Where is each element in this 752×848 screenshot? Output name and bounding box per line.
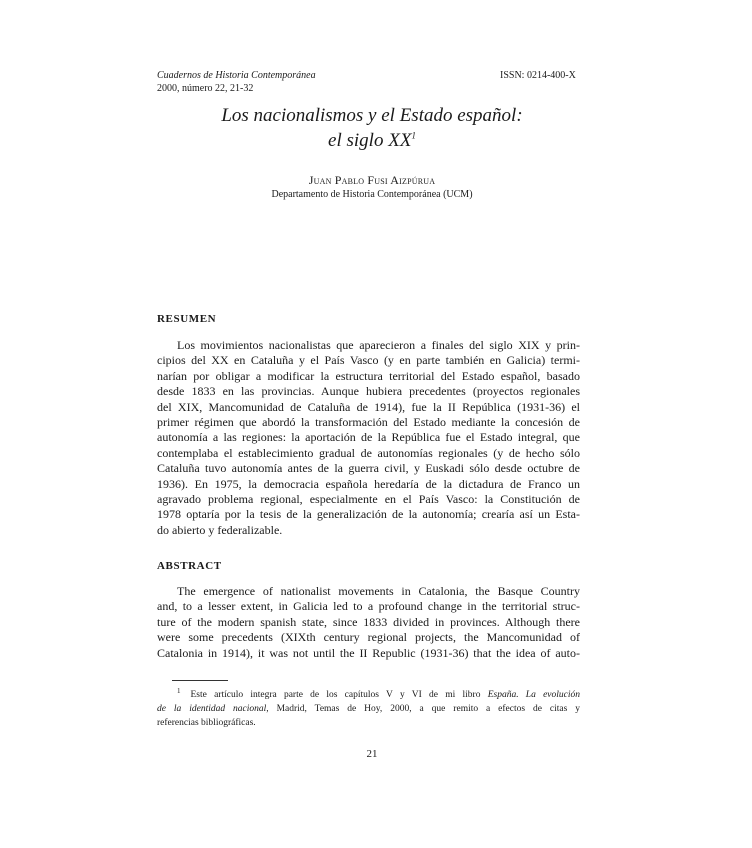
footnote-line: referencias bibliográficas. bbox=[157, 718, 256, 728]
abstract-line: The emergence of nationalist movements in Catalonia, the Basque Country bbox=[177, 584, 580, 598]
footnote-book-title: España. La evolución bbox=[487, 690, 580, 700]
issue-info: 2000, número 22, 21-32 bbox=[157, 83, 254, 94]
abstract-paragraph bbox=[157, 584, 580, 661]
author-affiliation: Departamento de Historia Contemporánea (UCM) bbox=[271, 189, 473, 200]
resumen-line: narían por obligar a modificar la estructura territorial del Estado español, basado bbox=[157, 368, 580, 383]
journal-name: Cuadernos de Historia Contemporánea bbox=[157, 70, 316, 81]
resumen-line: Los movimientos nacionalistas que aparecieron a finales del siglo XIX y prin- bbox=[177, 338, 580, 352]
article-title-line-2 bbox=[150, 128, 594, 153]
footnote-book-title: de la identidad nacional bbox=[157, 704, 267, 714]
footnote-text: , Madrid, Temas de Hoy, 2000, a que remito a efectos de citas y bbox=[266, 704, 580, 714]
resumen-heading: RESUMEN bbox=[157, 313, 217, 325]
footnote-mark: 1 bbox=[177, 688, 181, 695]
abstract-line: and, to a lesser extent, in Galicia led to a profound change in the territorial struc- bbox=[157, 599, 580, 614]
footnote-separator bbox=[172, 680, 228, 681]
resumen-line: contemplaba el establecimiento gradual de autonomías regionales (y de hecho sólo bbox=[157, 445, 580, 460]
issn: ISSN: 0214-400-X bbox=[500, 70, 576, 81]
resumen-line: autonomía a las regiones: la aportación de la República fue el Estado integral, que bbox=[157, 430, 580, 445]
resumen-line: agravado problema regional, especialmente en el País Vasco: la Constitución de bbox=[157, 491, 580, 506]
abstract-line: Catalonia in 1914), it was not until the II Republic (1931-36) that the idea of auto- bbox=[157, 645, 580, 660]
resumen-line: primer régimen que abordó la transformación del Estado mediante la concesión de bbox=[157, 414, 580, 429]
title-footnote-mark: 1 bbox=[411, 130, 416, 141]
page-number: 21 bbox=[366, 748, 378, 760]
resumen-line: cipios del XX en Cataluña y el País Vasco (y en parte también en Galicia) termi- bbox=[157, 353, 580, 368]
footnote-line bbox=[157, 702, 580, 716]
article-title-line-2-text: el siglo XX bbox=[328, 130, 412, 151]
footnote-text: Este artículo integra parte de los capítulos V y VI de mi libro bbox=[190, 690, 488, 700]
abstract-line: ture of the modern spanish state, since 1833 divided in provinces. Although there bbox=[157, 614, 580, 629]
running-header-left bbox=[157, 69, 316, 95]
abstract-line: were some precedents (XIXth century regional projects, the Mancomunidad of bbox=[157, 630, 580, 645]
resumen-paragraph bbox=[157, 338, 580, 538]
author-name: Juan Pablo Fusi Aizpúrua bbox=[308, 173, 436, 187]
resumen-line: Cataluña tuvo autonomía antes de la guerra civil, y Euskadi sólo desde octubre de bbox=[157, 461, 580, 476]
resumen-line: desde 1833 en las provincias. Aunque hubiera precedentes (proyectos regionales bbox=[157, 384, 580, 399]
resumen-line: 1936). En 1975, la democracia española heredaría de la dictadura de Franco un bbox=[157, 476, 580, 491]
article-title-line-1: Los nacionalismos y el Estado español: bbox=[221, 105, 523, 126]
abstract-heading: ABSTRACT bbox=[157, 560, 222, 572]
resumen-line: do abierto y federalizable. bbox=[157, 522, 283, 537]
footnote bbox=[157, 688, 580, 730]
resumen-line: del XIX, Mancomunidad de Cataluña de 1914), fue la II República (1931-36) el bbox=[157, 399, 580, 414]
footnote-line bbox=[157, 688, 580, 702]
resumen-line: 1978 optaría por la tesis de la generalización de la autonomía; crearía así un Esta- bbox=[157, 507, 580, 522]
